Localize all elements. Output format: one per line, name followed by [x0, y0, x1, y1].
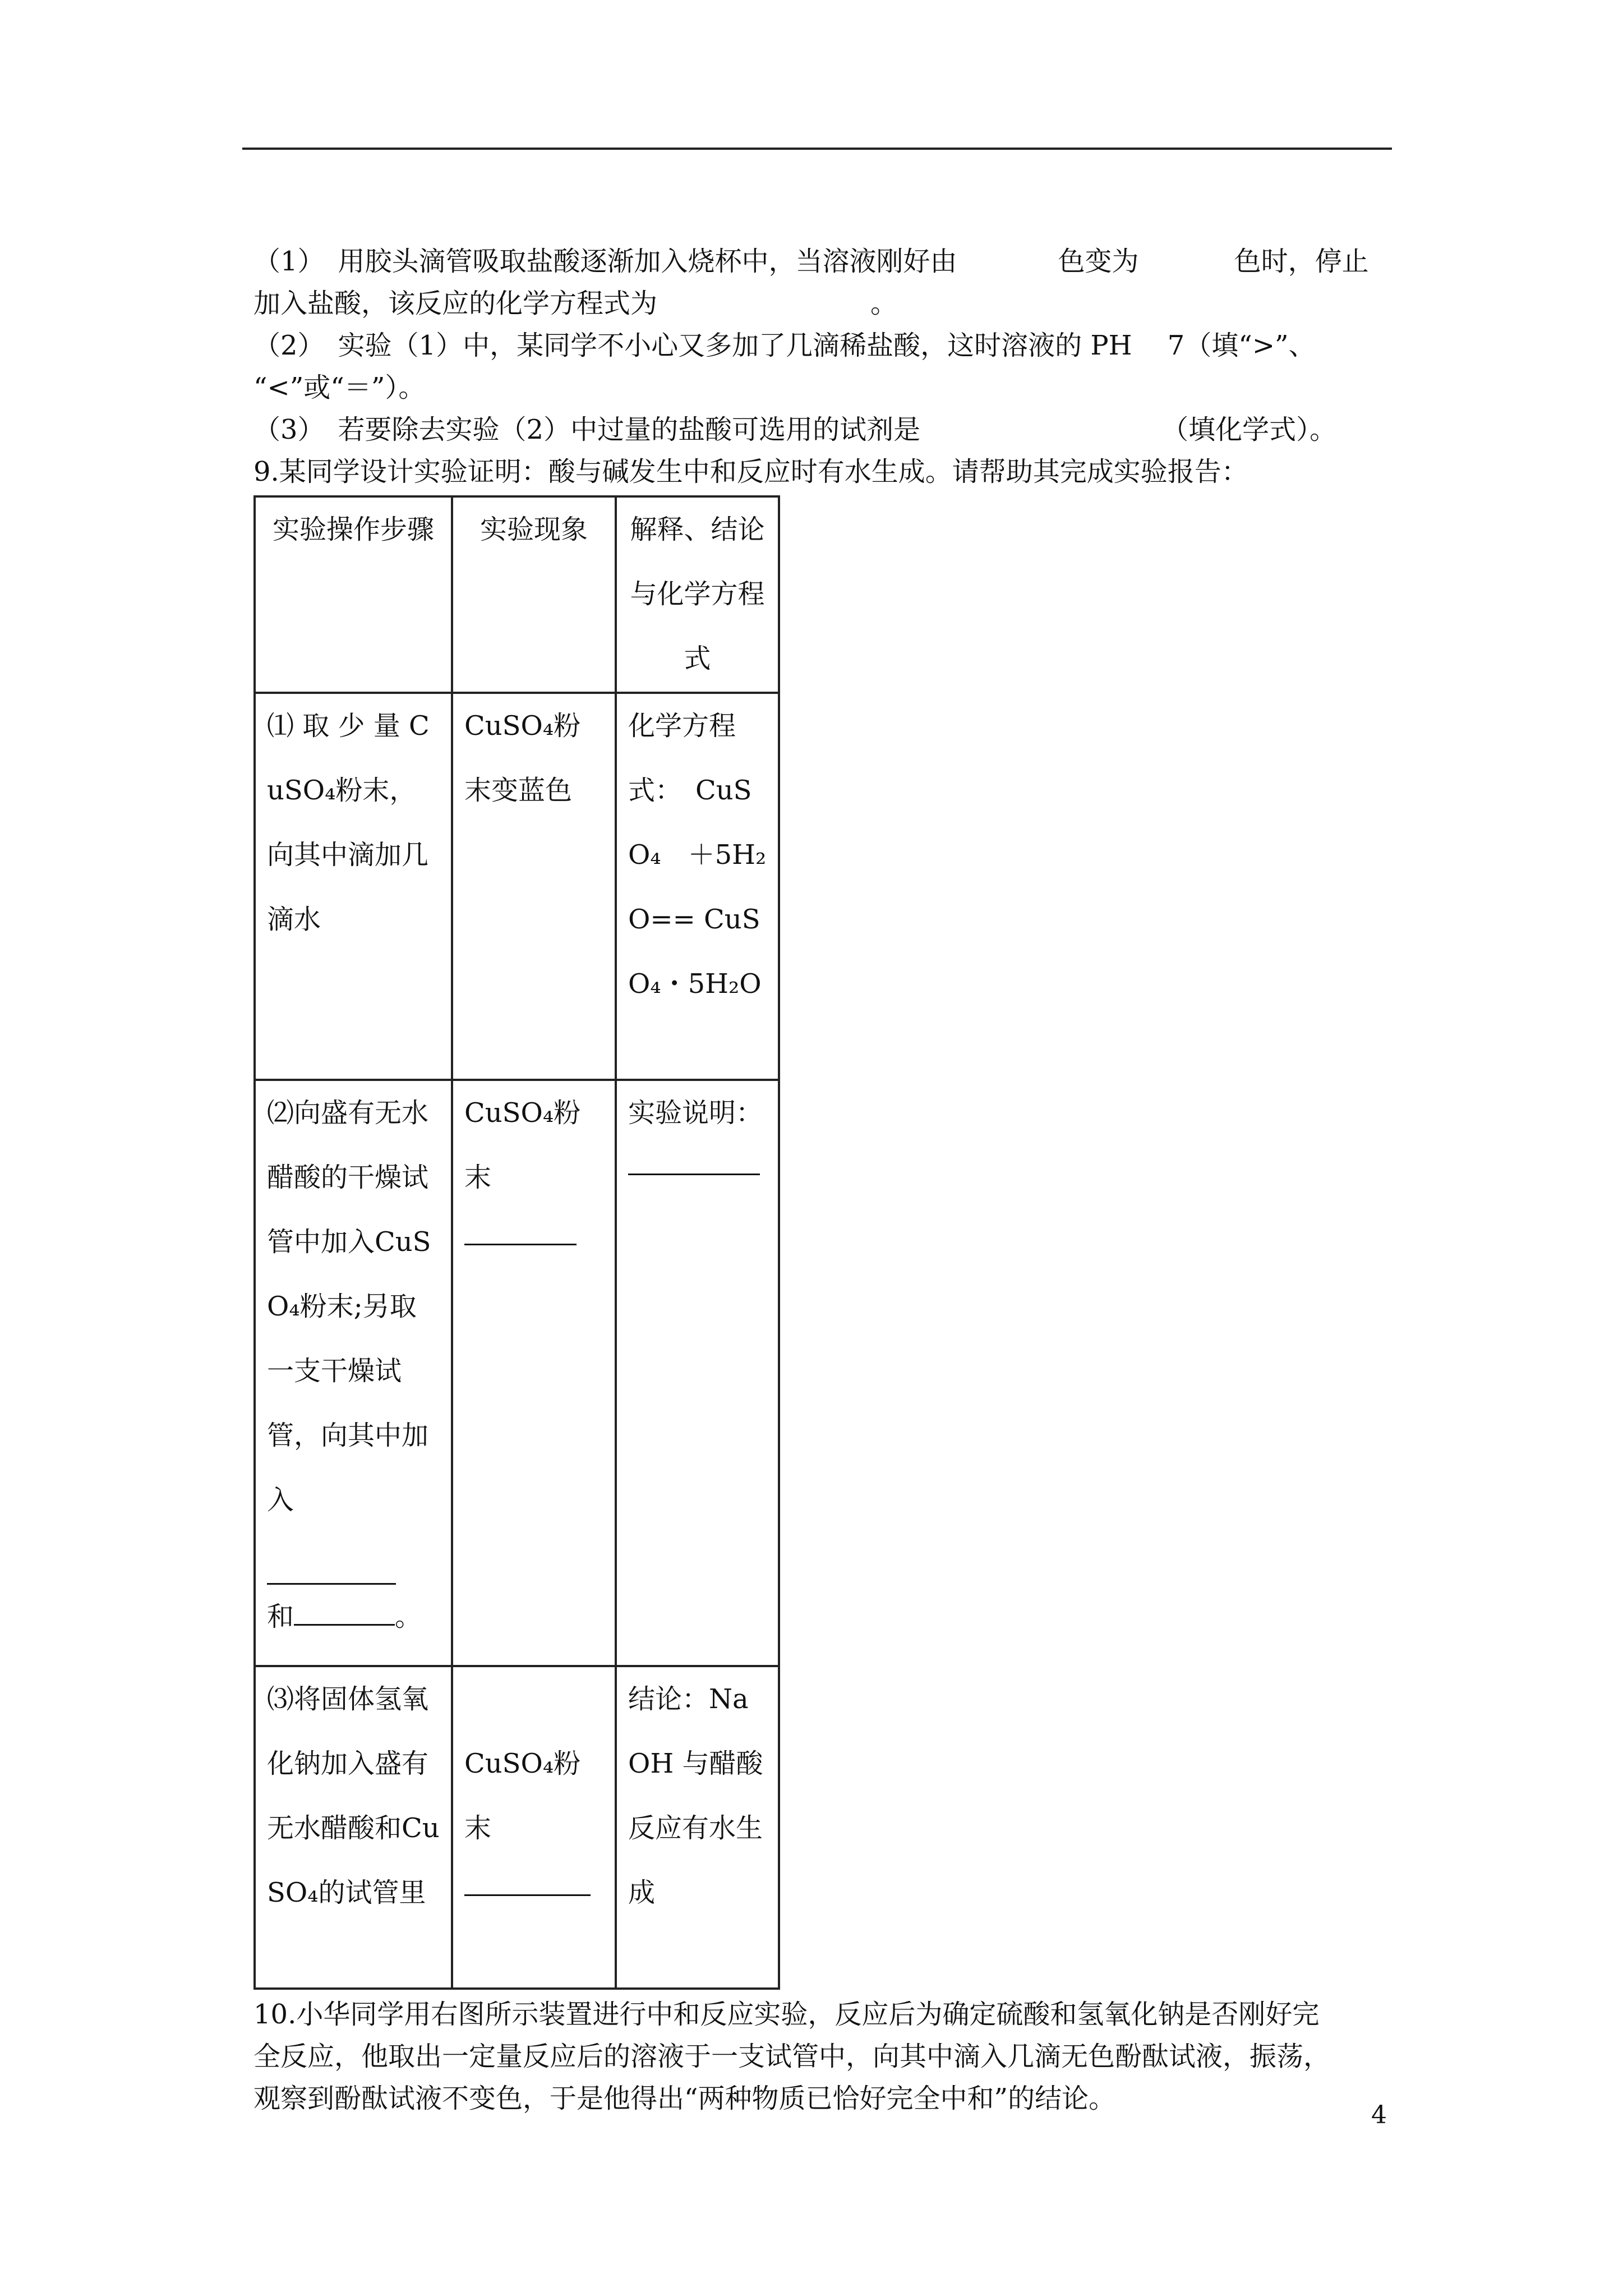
- header-cell-explanation: 解释、结论与化学方程式: [616, 496, 779, 693]
- q8-part3-line: [253, 409, 1336, 450]
- row2-explanation: [616, 1080, 779, 1666]
- q8-part1-end: 。: [870, 288, 898, 319]
- row1-explanation: 化学方程式： CuSO₄ ＋5H₂O== CuSO₄・5H₂O: [616, 693, 779, 1080]
- q8-part3-text-b: （填化学式）。: [1161, 414, 1337, 445]
- row2-phenomenon: [452, 1080, 616, 1666]
- table-row: [255, 693, 779, 1080]
- q8-part1-line2: [253, 283, 897, 324]
- q8-part2-line1: （2） 实验（1）中，某同学不小心又多加了几滴稀盐酸，这时溶液的 PH 7（填“>”、: [253, 330, 1316, 361]
- row3-step: ⑶将固体氢氧化钠加入盛有无水醋酸和CuSO₄的试管里: [255, 1666, 452, 1989]
- answer-blank[interactable]: [464, 1221, 577, 1245]
- q8-part2-line2: “<”或“＝”）。: [253, 372, 426, 403]
- experiment-report-table: [253, 495, 780, 1990]
- table-row: [255, 1080, 779, 1666]
- q8-part1-line1: [253, 241, 1369, 282]
- answer-blank[interactable]: [628, 1151, 760, 1175]
- answer-blank[interactable]: [267, 1561, 396, 1585]
- table-header-row: [255, 496, 779, 693]
- header-cell-steps: 实验操作步骤: [255, 496, 452, 693]
- header-rule: [242, 148, 1392, 150]
- row1-step: ⑴ 取 少 量 CuSO₄粉末，向其中滴加几滴水: [255, 693, 452, 1080]
- q10-line1: 10.小华同学用右图所示装置进行中和反应实验，反应后为确定硫酸和氢氧化钠是否刚好完: [253, 1999, 1320, 2030]
- row2-step-end: 。: [395, 1601, 422, 1632]
- row2-explanation-text: 实验说明：: [628, 1097, 763, 1129]
- q9-intro: 9.某同学设计实验证明：酸与碱发生中和反应时有水生成。请帮助其完成实验报告：: [253, 456, 1248, 487]
- row2-step-and: 和: [267, 1601, 294, 1632]
- q8-part1-text-b: 色变为: [1058, 246, 1139, 277]
- q8-part1-text: （1） 用胶头滴管吸取盐酸逐渐加入烧杯中，当溶液刚好由: [253, 246, 957, 277]
- answer-blank[interactable]: [294, 1623, 395, 1626]
- q8-part1-line2-text: 加入盐酸，该反应的化学方程式为: [253, 288, 658, 319]
- q10-line2: 全反应，他取出一定量反应后的溶液于一支试管中，向其中滴入几滴无色酚酞试液，振荡，: [253, 2041, 1331, 2072]
- header-cell-phenomenon: 实验现象: [452, 496, 616, 693]
- q8-part3-text: （3） 若要除去实验（2）中过量的盐酸可选用的试剂是: [253, 414, 921, 445]
- row2-step: [255, 1080, 452, 1666]
- row3-explanation: 结论：NaOH 与醋酸反应有水生成: [616, 1666, 779, 1989]
- row3-phenomenon-text: CuSO₄粉末: [464, 1748, 581, 1844]
- row3-phenomenon: [452, 1666, 616, 1989]
- q10-line3: 观察到酚酞试液不变色，于是他得出“两种物质已恰好完全中和”的结论。: [253, 2083, 1116, 2114]
- q8-part1-text-c: 色时，停止: [1234, 246, 1369, 277]
- page-number: 4: [1371, 2101, 1387, 2129]
- row2-phenomenon-text: CuSO₄粉末: [464, 1097, 581, 1193]
- row2-step-text: ⑵向盛有无水醋酸的干燥试管中加入CuSO₄粉末;另取一支干燥试管，向其中加入: [267, 1097, 431, 1516]
- answer-blank[interactable]: [464, 1872, 591, 1896]
- row1-phenomenon: CuSO₄粉末变蓝色: [452, 693, 616, 1080]
- table-row: [255, 1666, 779, 1989]
